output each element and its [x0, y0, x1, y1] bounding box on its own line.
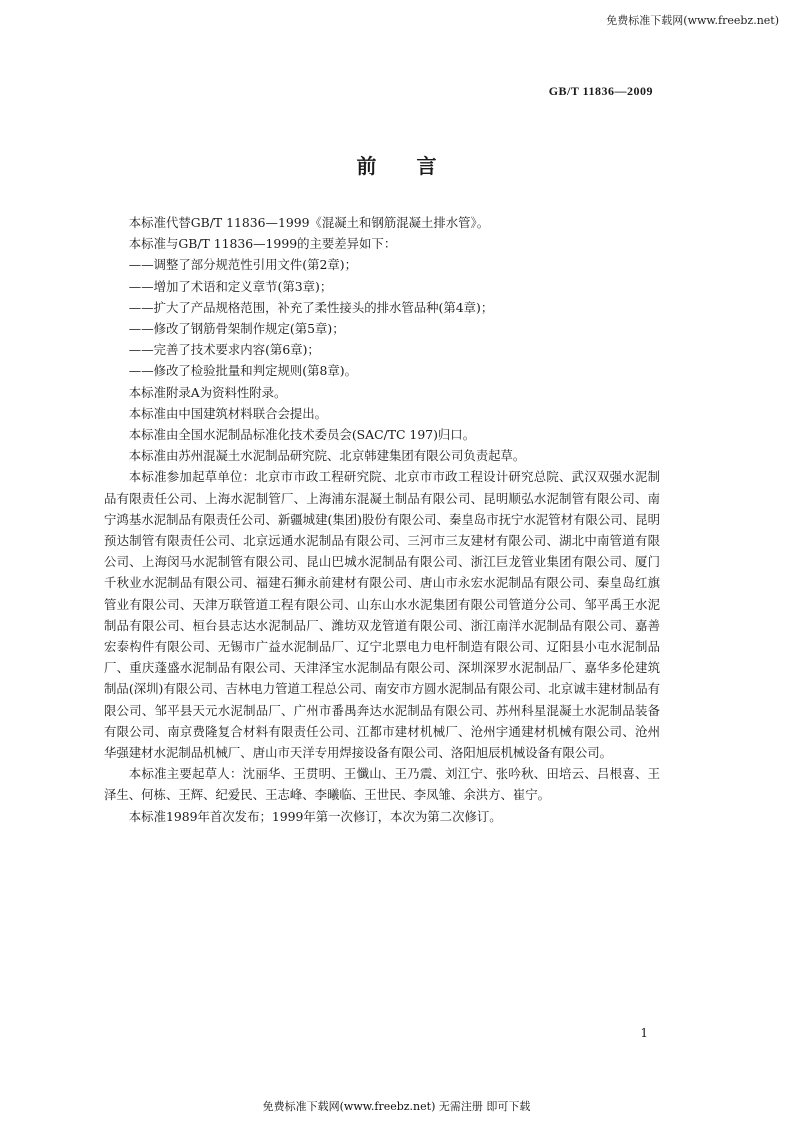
list-item: ——调整了部分规范性引用文件(第2章)； [128, 257, 357, 273]
paragraph-drafters: 本标准由苏州混凝土水泥制品研究院、北京韩建集团有限公司负责起草。 [128, 448, 526, 464]
paragraph-history: 本标准1989年首次发布；1999年第一次修订，本次为第二次修订。 [128, 808, 502, 824]
paragraph-main-drafters: 本标准主要起草人：沈丽华、王贯明、王懺山、王乃震、刘江宁、张吟秋、田培云、吕根喜、王泽生、何栋、王辉、纪爱民、王志峰、李曦临、王世民、李凤雏、余洪方、崔宁。 [104, 766, 660, 803]
standard-code: GB/T 11836—2009 [548, 84, 653, 98]
list-item: ——修改了钢筋骨架制作规定(第5章)； [128, 321, 345, 337]
paragraph-replaces: 本标准代替GB/T 11836—1999《混凝土和钢筋混凝土排水管》。 [128, 215, 490, 230]
paragraph-proposer: 本标准由中国建筑材料联合会提出。 [128, 405, 328, 421]
watermark-top: 免费标准下载网(www.freebz.net) [606, 14, 779, 27]
list-item: ——扩大了产品规格范围，补充了柔性接头的排水管品种(第4章)； [128, 299, 494, 315]
list-item: ——完善了技术要求内容(第6章)； [128, 342, 320, 358]
paragraph-participants: 本标准参加起草单位：北京市市政工程研究院、北京市市政工程设计研究总院、武汉双强水泥制品有限责任公司、上海水泥制管厂、上海浦东混凝土制品有限公司、昆明顺弘水泥制管有限公司、南宁鸿基水泥制品有限责任公司、新疆城建(集团)股份有限公司、秦皇岛市抚宁水泥管材有限公司、昆明预达制管有限责任公司、北京远通水泥制品有限公司、三河市三友建材有限公司、湖北中南管道有限公司、上海闵马水泥制管有限公司、昆山巴城水泥制品有限公司、浙江巨龙管业集团有限公司、厦门千秋业水泥制品有限公司、福建石狮永前建材有限公司、唐山市永宏水泥制品有限公司、秦皇岛红旗管业有限公司、天津万联管道工程有限公司、山东山水水泥集团有限公司管道分公司、邹平禹王水泥制品有限公司、桓台县志达水泥制品厂、潍坊双龙管道有限公司、浙江南洋水泥制品有限公司、嘉善宏泰构件有限公司、无锡市广益水泥制品厂、辽宁北票电力电杆制造有限公司、辽阳县小屯水泥制品厂、重庆蓬盛水泥制品有限公司、天津泽宝水泥制品有限公司、深圳深罗水泥制品厂、嘉华多伦建筑制品(深圳)有限公司、吉林电力管道工程总公司、南安市方圆水泥制品有限公司、北京诚丰建材制品有限公司、邹平县天元水泥制品厂、广州市番禺奔达水泥制品有限公司、苏州科星混凝土水泥制品装备有限公司、南京费隆复合材料有限责任公司、江都市建材机械厂、沧州宇通建材机械有限公司、沧州华强建材水泥制品机械厂、唐山市天洋专用焊接设备有限公司、洛阳旭辰机械设备有限公司。 [104, 469, 660, 761]
paragraph-differences: 本标准与GB/T 11836—1999的主要差异如下： [128, 236, 397, 252]
foreword-body [104, 212, 660, 827]
watermark-bottom: 免费标准下载网(www.freebz.net) 无需注册 即可下载 [262, 1100, 531, 1113]
page-title: 前言 [356, 154, 477, 178]
list-item: ——修改了检验批量和判定规则(第8章)。 [128, 363, 357, 379]
paragraph-committee: 本标准由全国水泥制品标准化技术委员会(SAC/TC 197)归口。 [128, 427, 476, 443]
list-item: ——增加了术语和定义章节(第3章)； [128, 278, 333, 294]
paragraph-appendix: 本标准附录A为资料性附录。 [128, 384, 287, 400]
page-number: 1 [640, 1026, 648, 1040]
